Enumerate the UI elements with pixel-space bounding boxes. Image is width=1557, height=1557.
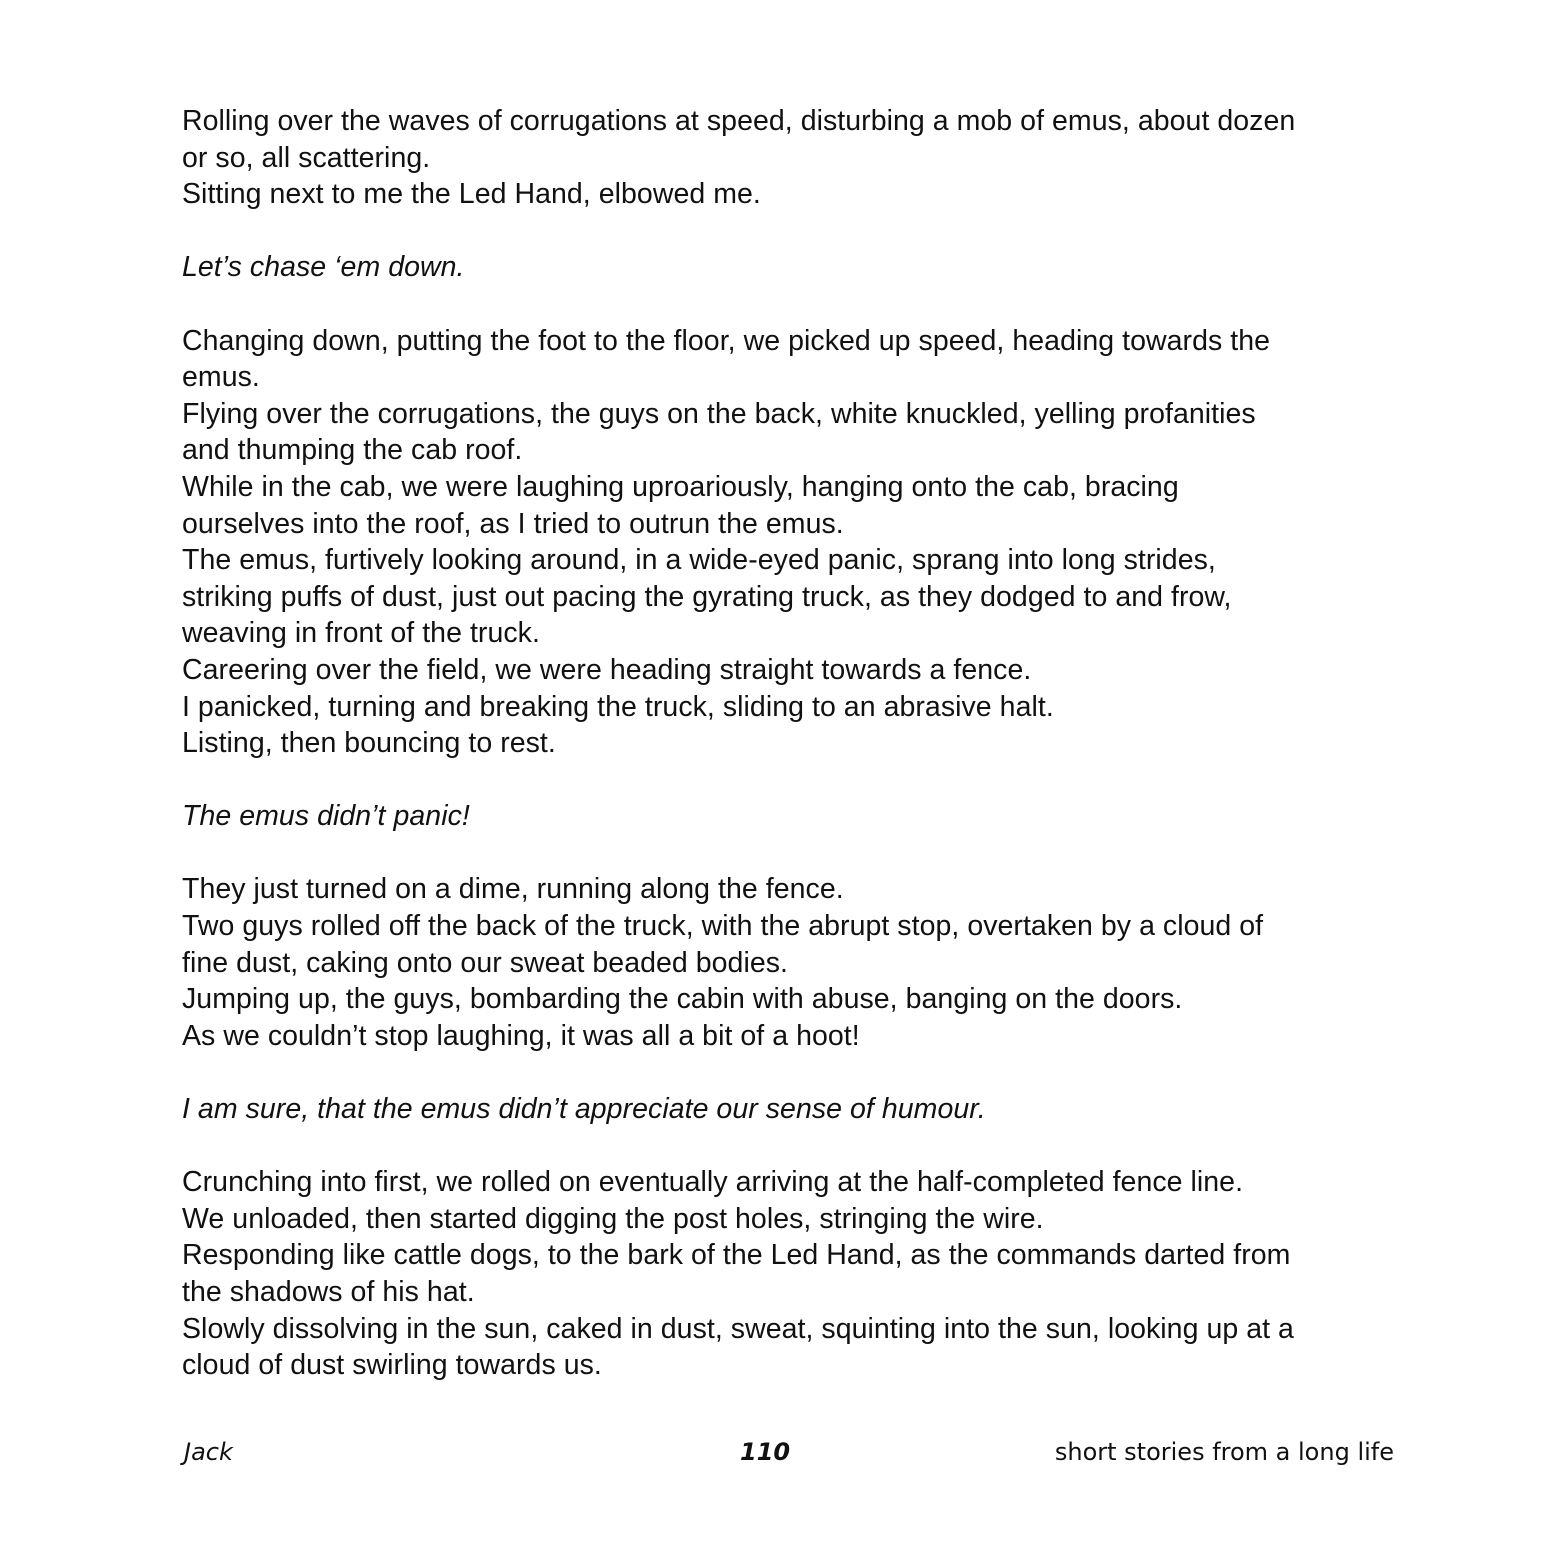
italic-text-line: The emus didn’t panic! bbox=[182, 800, 470, 833]
blank-line bbox=[182, 835, 1382, 872]
text-line: Listing, then bouncing to rest. bbox=[182, 727, 556, 760]
text-line: cloud of dust swirling towards us. bbox=[182, 1349, 602, 1382]
blank-line bbox=[182, 762, 1382, 799]
text-line: ourselves into the roof, as I tried to outrun the emus. bbox=[182, 507, 844, 540]
text-line: Rolling over the waves of corrugations at speed, disturbing a mob of emus, about dozen bbox=[182, 105, 1296, 137]
text-line: As we couldn’t stop laughing, it was all a bit of a hoot! bbox=[182, 1019, 860, 1052]
text-line: the shadows of his hat. bbox=[182, 1276, 475, 1308]
footer-book-title: short stories from a long life bbox=[1054, 1438, 1394, 1466]
italic-text-line: I am sure, that the emus didn’t appreciate our sense of humour. bbox=[182, 1093, 986, 1126]
text-line: Crunching into first, we rolled on eventually arriving at the half-completed fence line. bbox=[182, 1166, 1244, 1199]
text-line: emus. bbox=[182, 361, 260, 394]
text-line: They just turned on a dime, running along the fence. bbox=[182, 873, 844, 906]
text-line: Flying over the corrugations, the guys on the back, white knuckled, yelling profanities bbox=[182, 397, 1256, 430]
text-line: Responding like cattle dogs, to the bark of the Led Hand, as the commands darted from bbox=[182, 1239, 1291, 1272]
footer-page-number: 110 bbox=[740, 1438, 791, 1466]
text-line: Two guys rolled off the back of the truck, with the abrupt stop, overtaken by a cloud of bbox=[182, 910, 1264, 943]
blank-line bbox=[182, 1128, 1382, 1165]
blank-line bbox=[182, 286, 1382, 323]
text-line: striking puffs of dust, just out pacing the gyrating truck, as they dodged to and frow, bbox=[182, 580, 1232, 613]
text-line: Jumping up, the guys, bombarding the cabin with abuse, banging on the doors. bbox=[182, 983, 1183, 1016]
text-line: Careering over the field, we were heading straight towards a fence. bbox=[182, 653, 1032, 686]
footer-author: Jack bbox=[184, 1438, 233, 1466]
text-line: We unloaded, then started digging the post holes, stringing the wire. bbox=[182, 1202, 1044, 1235]
text-line: weaving in front of the truck. bbox=[182, 617, 540, 650]
text-line: The emus, furtively looking around, in a wide-eyed panic, sprang into long strides, bbox=[182, 544, 1216, 577]
text-line: and thumping the cab roof. bbox=[182, 434, 523, 467]
blank-line bbox=[182, 1054, 1382, 1091]
text-line: Sitting next to me the Led Hand, elbowed me. bbox=[182, 178, 761, 211]
blank-line bbox=[182, 213, 1382, 250]
story-body-text bbox=[182, 103, 1382, 1384]
text-line: fine dust, caking onto our sweat beaded bodies. bbox=[182, 946, 789, 979]
page-footer bbox=[0, 1432, 1557, 1472]
text-line: I panicked, turning and breaking the truck, sliding to an abrasive halt. bbox=[182, 690, 1054, 723]
text-line: While in the cab, we were laughing uproariously, hanging onto the cab, bracing bbox=[182, 470, 1179, 503]
text-line: Slowly dissolving in the sun, caked in dust, sweat, squinting into the sun, looking up at a bbox=[182, 1312, 1294, 1345]
italic-text-line: Let’s chase ‘em down. bbox=[182, 251, 465, 284]
text-line: Changing down, putting the foot to the floor, we picked up speed, heading towards the bbox=[182, 324, 1271, 357]
text-line: or so, all scattering. bbox=[182, 141, 431, 174]
